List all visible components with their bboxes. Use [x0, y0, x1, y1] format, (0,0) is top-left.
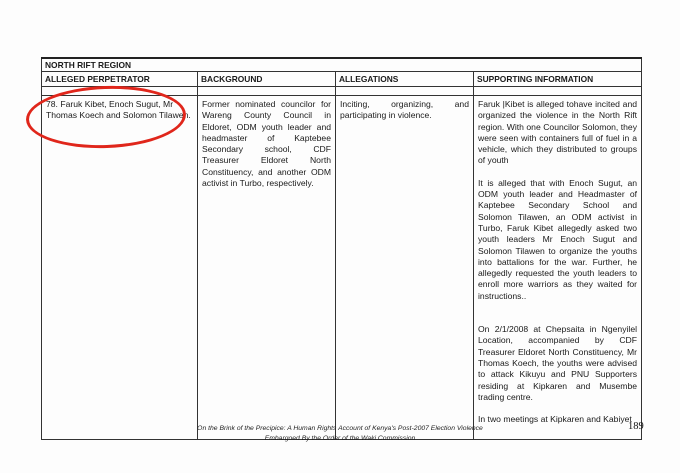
cell-background: [198, 96, 336, 440]
perpetrator-names: 78. Faruk Kibet, Enoch Sugut, Mr Thomas Koech and Solomon Tilawen.: [46, 99, 191, 121]
header-alleged-perpetrator: ALLEGED PERPETRATOR: [42, 72, 198, 87]
cell-allegations: [336, 96, 474, 440]
cell-supporting-information: [474, 96, 642, 440]
allegations-text: Inciting, organizing, and participating in violence.: [340, 99, 469, 121]
background-text: Former nominated councilor for Wareng County Council in Eldoret, ODM youth leader and headmaster of Kaptebee Secondary school, CDF Treasurer Eldoret North Constituency, and another ODM activist in Turbo, respectively.: [202, 99, 331, 189]
header-row: [42, 72, 642, 87]
table-row: [42, 96, 642, 440]
footer-embargo: Embargoed By the Order of the Waki Commission: [264, 434, 416, 442]
header-allegations: ALLEGATIONS: [336, 72, 474, 87]
header-background: BACKGROUND: [198, 72, 336, 87]
supporting-paragraph-3: On 2/1/2008 at Chepsaita in Ngenyilel Location, accompanied by CDF Treasurer Eldoret North Constituency, Mr Thomas Koech, the youths were advised to attack Kikuyu and PNU Supporters residing at Kipkaren and Musembe trading centre.: [478, 324, 638, 402]
page-number: 189: [628, 421, 644, 432]
header-supporting-information: SUPPORTING INFORMATION: [474, 72, 642, 87]
supporting-paragraph-1: Faruk |Kibet is alleged tohave incited and organized the violence in the North Rift region. With one Councilor Solomon, they were seen with containers full of fuel in a vehicle, which they distributed to groups of youth: [478, 99, 638, 166]
region-row: [42, 58, 642, 72]
footer-title: On the Brink of the Precipice: A Human Rights Account of Kenya's Post-2007 Election Violence: [197, 425, 483, 432]
supporting-paragraph-2: It is alleged that with Enoch Sugut, an ODM youth leader and Headmaster of Kaptebee Secondary School and Solomon Tilawen, an ODM activist in Turbo, Faruk Kibet allegedly asked two youth leaders Mr Enoch Sugut and Solomon Tilawen to organize the youths into battalions for the war. Further, he allegedly requested the youth leaders to enroll more warriors as they waited for instructions..: [478, 177, 638, 301]
page-footer: [0, 424, 680, 443]
supporting-paragraph-4: In two meetings at Kipkaren and Kabiyet: [478, 414, 632, 425]
region-title: NORTH RIFT REGION: [42, 58, 642, 72]
